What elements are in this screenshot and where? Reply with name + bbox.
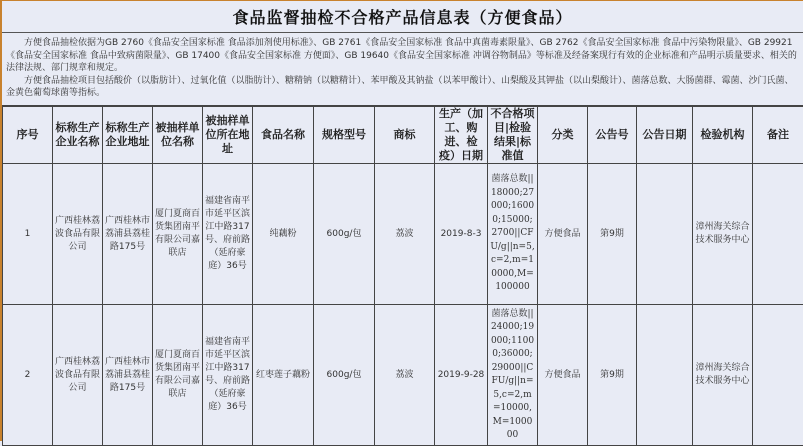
cell-result[interactable]: 菌落总数||18000;27000;16000;15000;2700||CFU/g||n=5,c=2,m=10000,M=100000 bbox=[488, 164, 538, 305]
table-header-row bbox=[3, 107, 803, 164]
cell-food-name[interactable]: 纯藕粉 bbox=[253, 164, 314, 305]
cell-mfr-name[interactable]: 广西桂林荔波食品有限公司 bbox=[53, 305, 103, 446]
intro-paragraph-items: 方便食品抽检项目包括酸价（以脂肪计）、过氧化值（以脂肪计）、糖精钠（以糖精计）、苯甲酸及其钠盐（以苯甲酸计）、山梨酸及其钾盐（以山梨酸计）、菌落总数、大肠菌群、霉菌、沙门氏菌、金黄色葡萄球菌等指标。 bbox=[6, 75, 797, 100]
cell-notice-no[interactable]: 第9期 bbox=[588, 164, 637, 305]
header-cell[interactable]: 分类 bbox=[538, 107, 588, 164]
header-cell[interactable]: 被抽样单位名称 bbox=[153, 107, 203, 164]
header-cell[interactable]: 标称生产企业地址 bbox=[103, 107, 153, 164]
cell-date[interactable]: 2019-9-28 bbox=[435, 305, 488, 446]
header-cell[interactable]: 备注 bbox=[753, 107, 803, 164]
intro-text bbox=[2, 33, 803, 106]
cell-category[interactable]: 方便食品 bbox=[538, 164, 588, 305]
header-cell[interactable]: 不合格项目|检验结果|标准值 bbox=[488, 107, 538, 164]
results-table bbox=[2, 106, 803, 446]
cell-brand[interactable]: 荔波 bbox=[375, 305, 435, 446]
cell-no[interactable]: 1 bbox=[3, 164, 53, 305]
cell-lab[interactable]: 漳州海关综合技术服务中心 bbox=[693, 164, 753, 305]
cell-sampled-name[interactable]: 厦门夏商百货集团南平有限公司嘉联店 bbox=[153, 305, 203, 446]
cell-sampled-name[interactable]: 厦门夏商百货集团南平有限公司嘉联店 bbox=[153, 164, 203, 305]
header-cell[interactable]: 检验机构 bbox=[693, 107, 753, 164]
cell-remark[interactable] bbox=[753, 305, 803, 446]
table-row bbox=[3, 305, 803, 446]
cell-spec[interactable]: 600g/包 bbox=[314, 305, 375, 446]
cell-category[interactable]: 方便食品 bbox=[538, 305, 588, 446]
cell-no[interactable]: 2 bbox=[3, 305, 53, 446]
cell-mfr-name[interactable]: 广西桂林荔波食品有限公司 bbox=[53, 164, 103, 305]
cell-mfr-addr[interactable]: 广西桂林市荔浦县荔桂路175号 bbox=[103, 164, 153, 305]
cell-notice-date[interactable] bbox=[637, 164, 693, 305]
cell-sampled-addr[interactable]: 福建省南平市延平区滨江中路317号、府前路（延府豪庭）36号 bbox=[203, 305, 253, 446]
header-cell[interactable]: 生产（加工、购进、检疫）日期 bbox=[435, 107, 488, 164]
header-cell[interactable]: 公告号 bbox=[588, 107, 637, 164]
cell-date[interactable]: 2019-8-3 bbox=[435, 164, 488, 305]
header-cell[interactable]: 食品名称 bbox=[253, 107, 314, 164]
cell-notice-no[interactable]: 第9期 bbox=[588, 305, 637, 446]
cell-mfr-addr[interactable]: 广西桂林市荔浦县荔桂路175号 bbox=[103, 305, 153, 446]
cell-lab[interactable]: 漳州海关综合技术服务中心 bbox=[693, 305, 753, 446]
header-cell[interactable]: 商标 bbox=[375, 107, 435, 164]
cell-result[interactable]: 菌落总数||24000;19000;11000;36000;29000||CFU/g||n=5,c=2,m=10000,M=100000 bbox=[488, 305, 538, 446]
intro-paragraph-standards: 方便食品抽检依据为GB 2760《食品安全国家标准 食品添加剂使用标准》、GB 2761《食品安全国家标准 食品中真菌毒素限量》、GB 2762《食品安全国家标准 食品中污染物限量》、GB 29921《食品安全国家标准 食品中致病菌限量》、GB 17400《食品安全国家标准 方便面》、GB 19640《食品安全国家标准 冲调谷物制品》等标准及经备案现行有效的企业标准和产品明示质量要求、相关的法律法规、部门规章和规定。 bbox=[6, 37, 797, 75]
cell-food-name[interactable]: 红枣莲子藕粉 bbox=[253, 305, 314, 446]
header-cell[interactable]: 被抽样单位所在地址 bbox=[203, 107, 253, 164]
header-cell[interactable]: 序号 bbox=[3, 107, 53, 164]
cell-sampled-addr[interactable]: 福建省南平市延平区滨江中路317号、府前路（延府豪庭）36号 bbox=[203, 164, 253, 305]
table-row bbox=[3, 164, 803, 305]
cell-notice-date[interactable] bbox=[637, 305, 693, 446]
header-cell[interactable]: 规格型号 bbox=[314, 107, 375, 164]
header-cell[interactable]: 公告日期 bbox=[637, 107, 693, 164]
cell-remark[interactable] bbox=[753, 164, 803, 305]
header-cell[interactable]: 标称生产企业名称 bbox=[53, 107, 103, 164]
page-title: 食品监督抽检不合格产品信息表（方便食品） bbox=[2, 1, 803, 33]
cell-spec[interactable]: 600g/包 bbox=[314, 164, 375, 305]
cell-brand[interactable]: 荔波 bbox=[375, 164, 435, 305]
